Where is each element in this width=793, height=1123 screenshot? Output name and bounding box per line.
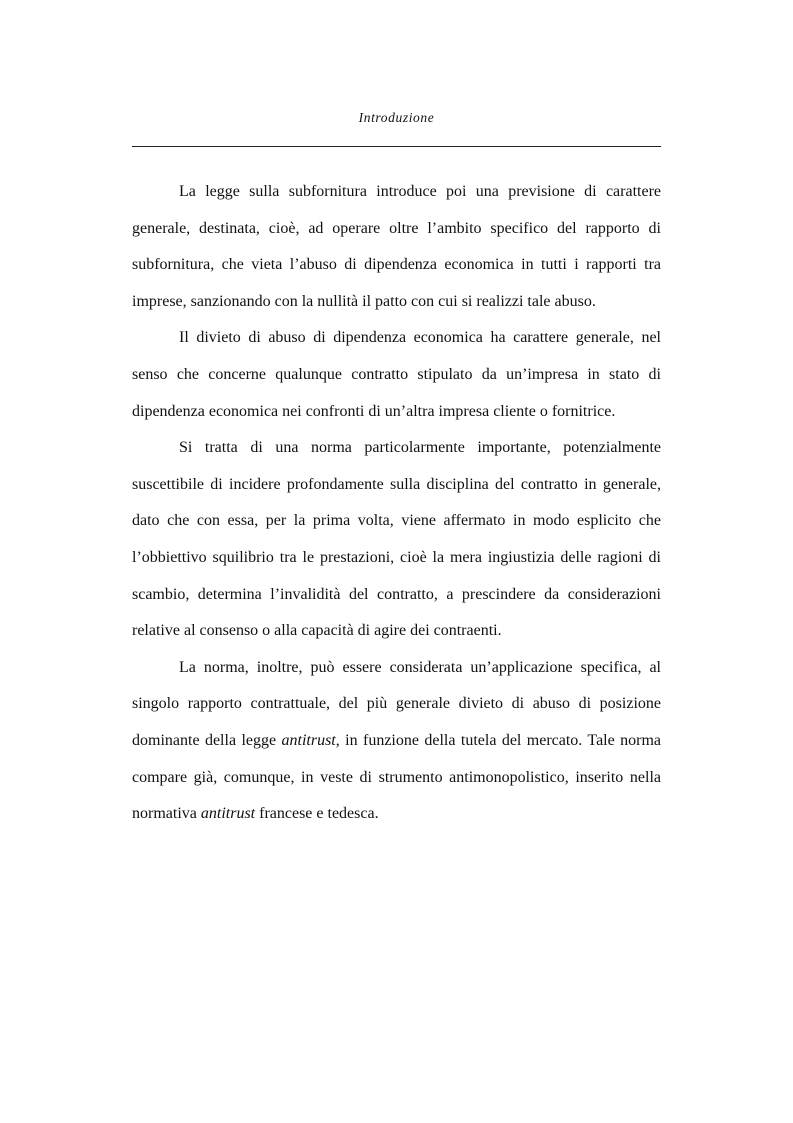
paragraph-3: Si tratta di una norma particolarmente importante, potenzialmente suscettibile di incidere profondamente sulla disciplina del contratto in generale, dato che con essa, per la prima volta, viene affermato in modo esplicito che l’obbiettivo squilibrio tra le prestazioni, cioè la mera ingiustizia delle ragioni di scambio, determina l’invalidità del contratto, a prescindere da considerazioni relative al consenso o alla capacità di agire dei contraenti. xyxy=(132,439,661,640)
paragraph-4-text-a: La norma, inoltre, può essere considerata un’applicazione specifica, al singolo rapporto contrattuale, del più generale divieto di abuso di posizione dominante della legge xyxy=(132,658,661,749)
paragraph-2: Il divieto di abuso di dipendenza economica ha carattere generale, nel senso che concerne qualunque contratto stipulato da un’impresa in stato di dipendenza economica nei confronti di un’altra impresa cliente o fornitrice. xyxy=(132,329,661,420)
paragraph-4-italic-antitrust-2: antitrust xyxy=(200,805,256,823)
paragraph-4 xyxy=(132,650,661,833)
paragraph-4-text-b: , in funzione della tutela del mercato. Tale norma compare già, comunque, in veste di strumento antimonopolistico, inserito nella normativa xyxy=(132,731,661,823)
paragraph-1: La legge sulla subfornitura introduce poi una previsione di carattere generale, destinata, cioè, ad operare oltre l’ambito specifico del rapporto di subfornitura, che vieta l’abuso di dipendenza economica in tutti i rapporti tra imprese, sanzionando con la nullità il patto con cui si realizzi tale abuso. xyxy=(132,183,661,310)
page-header-title: Introduzione xyxy=(358,110,435,125)
paragraph-4-italic-antitrust-1: antitrust xyxy=(281,731,336,749)
document-body xyxy=(132,174,661,833)
paragraph-4-text-c: francese e tedesca. xyxy=(255,805,379,823)
header-divider xyxy=(132,146,661,147)
